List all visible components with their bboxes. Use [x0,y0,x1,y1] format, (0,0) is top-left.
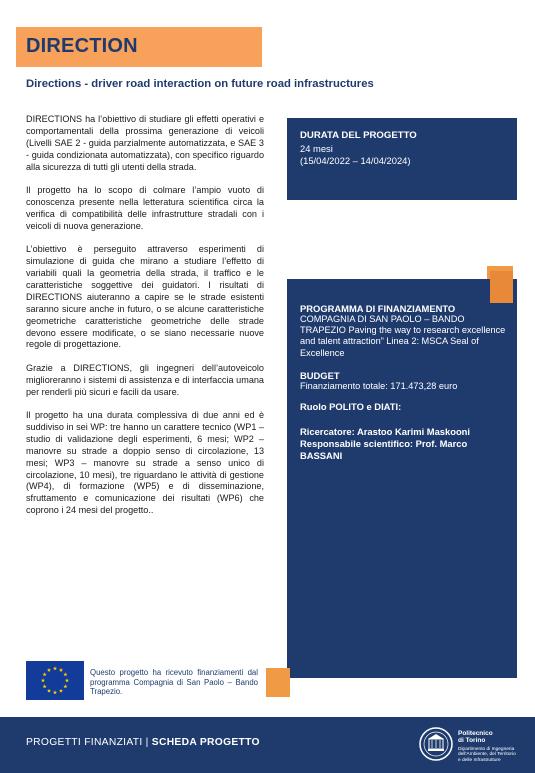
footer-bar [0,717,535,773]
footer-sheet-label: SCHEDA PROGETTO [151,737,260,748]
budget-heading: BUDGET [300,369,340,381]
researcher: Ricercatore: Arastoo Karimi Maskooni [300,426,471,438]
page-subtitle: Directions - driver road interaction on future road infrastructures [26,78,374,90]
paragraph-4: Grazie a DIRECTIONS, gli ingegneri dell’autoveicolo miglioreranno i sistemi di assistenza e di interfaccia umana per renderli più sicuri e facili da usare. [26,362,264,397]
footer-section-label: PROGETTI FINANZIATI [26,737,143,748]
funding-box [287,279,517,678]
footer-label [26,737,260,748]
eu-star [59,689,63,693]
eu-star [47,689,51,693]
duration-box [287,118,517,200]
eu-star [43,672,47,676]
polito-name: Politecnico di Torino [458,730,493,745]
eu-star [53,666,57,670]
duration-heading: DURATA DEL PROGETTO [300,130,417,141]
paragraph-3: L’obiettivo è perseguito attraverso esperimenti di simulazione di guida che mirano a studiare l’effetto di variabili quali la geometria della strada, il traffico e le caratteristiche soggettive dei guidatori. I risultati di DIRECTIONS aiuteranno a capire se le strade esistenti saranno sicure anche in futuro, o se alcune caratteristiche geometriche caratteristiche geometriche delle strade devono essere modificate, o se siano necessarie nuove regole di progettazione. [26,244,264,350]
eu-star [47,668,51,672]
eu-star [59,668,63,672]
eu-star [63,672,67,676]
polito-department: Dipartimento di Ingegneria dell’Ambiente, del Territorio e delle Infrastrutture [458,747,516,763]
duration-months: 24 mesi [300,143,333,154]
eu-star [63,684,67,688]
footer-separator: | [142,737,152,748]
duration-dates: (15/04/2022 – 14/04/2024) [300,155,411,166]
funding-content [300,303,507,462]
eu-flag-icon [26,661,84,700]
eu-star [43,684,47,688]
paragraph-1: DIRECTIONS ha l’obiettivo di studiare gli effetti operativi e comportamentali della prossima generazione di veicoli (Livelli SAE 2 - guida parzialmente automatizzata, e SAE 3 - guida condizionata automatizzata), con specifico riguardo alla sicurezza di tutti gli utenti della strada. [26,114,264,172]
eu-star [41,678,45,682]
eu-funding-note: Questo progetto ha ricevuto finanziamenti dal programma Compagnia di San Paolo – Bando Trapezio. [90,668,258,697]
decor-orange-square-bottom [266,668,290,697]
polito-logo-icon [418,726,454,762]
body-text [26,114,264,529]
scientific-lead: Responsabile scientifico: Prof. Marco BASSANI [300,438,468,462]
program-heading: PROGRAMMA DI FINANZIAMENTO [300,303,456,314]
role-heading: Ruolo POLITO e DIATI: [300,401,402,413]
program-text: COMPAGNIA DI SAN PAOLO – BANDO TRAPEZIO Paving the way to research excellence and talent attraction” Linea 2: MSCA Seal of Excellence [300,314,506,358]
eu-star [53,690,57,694]
paragraph-5: Il progetto ha una durata complessiva di due anni ed è suddiviso in sei WP: tre hanno un carattere tecnico (WP1 – studio di validazione degli esperimenti, 6 mesi; WP2 – manovre su strade a doppio senso di circolazione, 13 mesi; WP3 – manovre su strade a senso unico di circolazione, 10 mesi), tre riguardano le attività di gestione (WP4), di formazione (WP5) e di disseminazione, sfruttamento e comunicazione dei risultati (WP6) che coprono i 24 mesi del progetto.. [26,410,264,516]
paragraph-2: Il progetto ha lo scopo di colmare l’ampio vuoto di conoscenza presente nella letteratura scientifica circa la verifica di compatibilità delle infrastrutture stradali con i veicoli di nuova generazione. [26,185,264,231]
page-title: DIRECTION [26,35,138,57]
budget-text: Finanziamento totale: 171.473,28 euro [300,380,458,391]
decor-orange-square-overlap [490,271,513,303]
eu-star [65,678,69,682]
